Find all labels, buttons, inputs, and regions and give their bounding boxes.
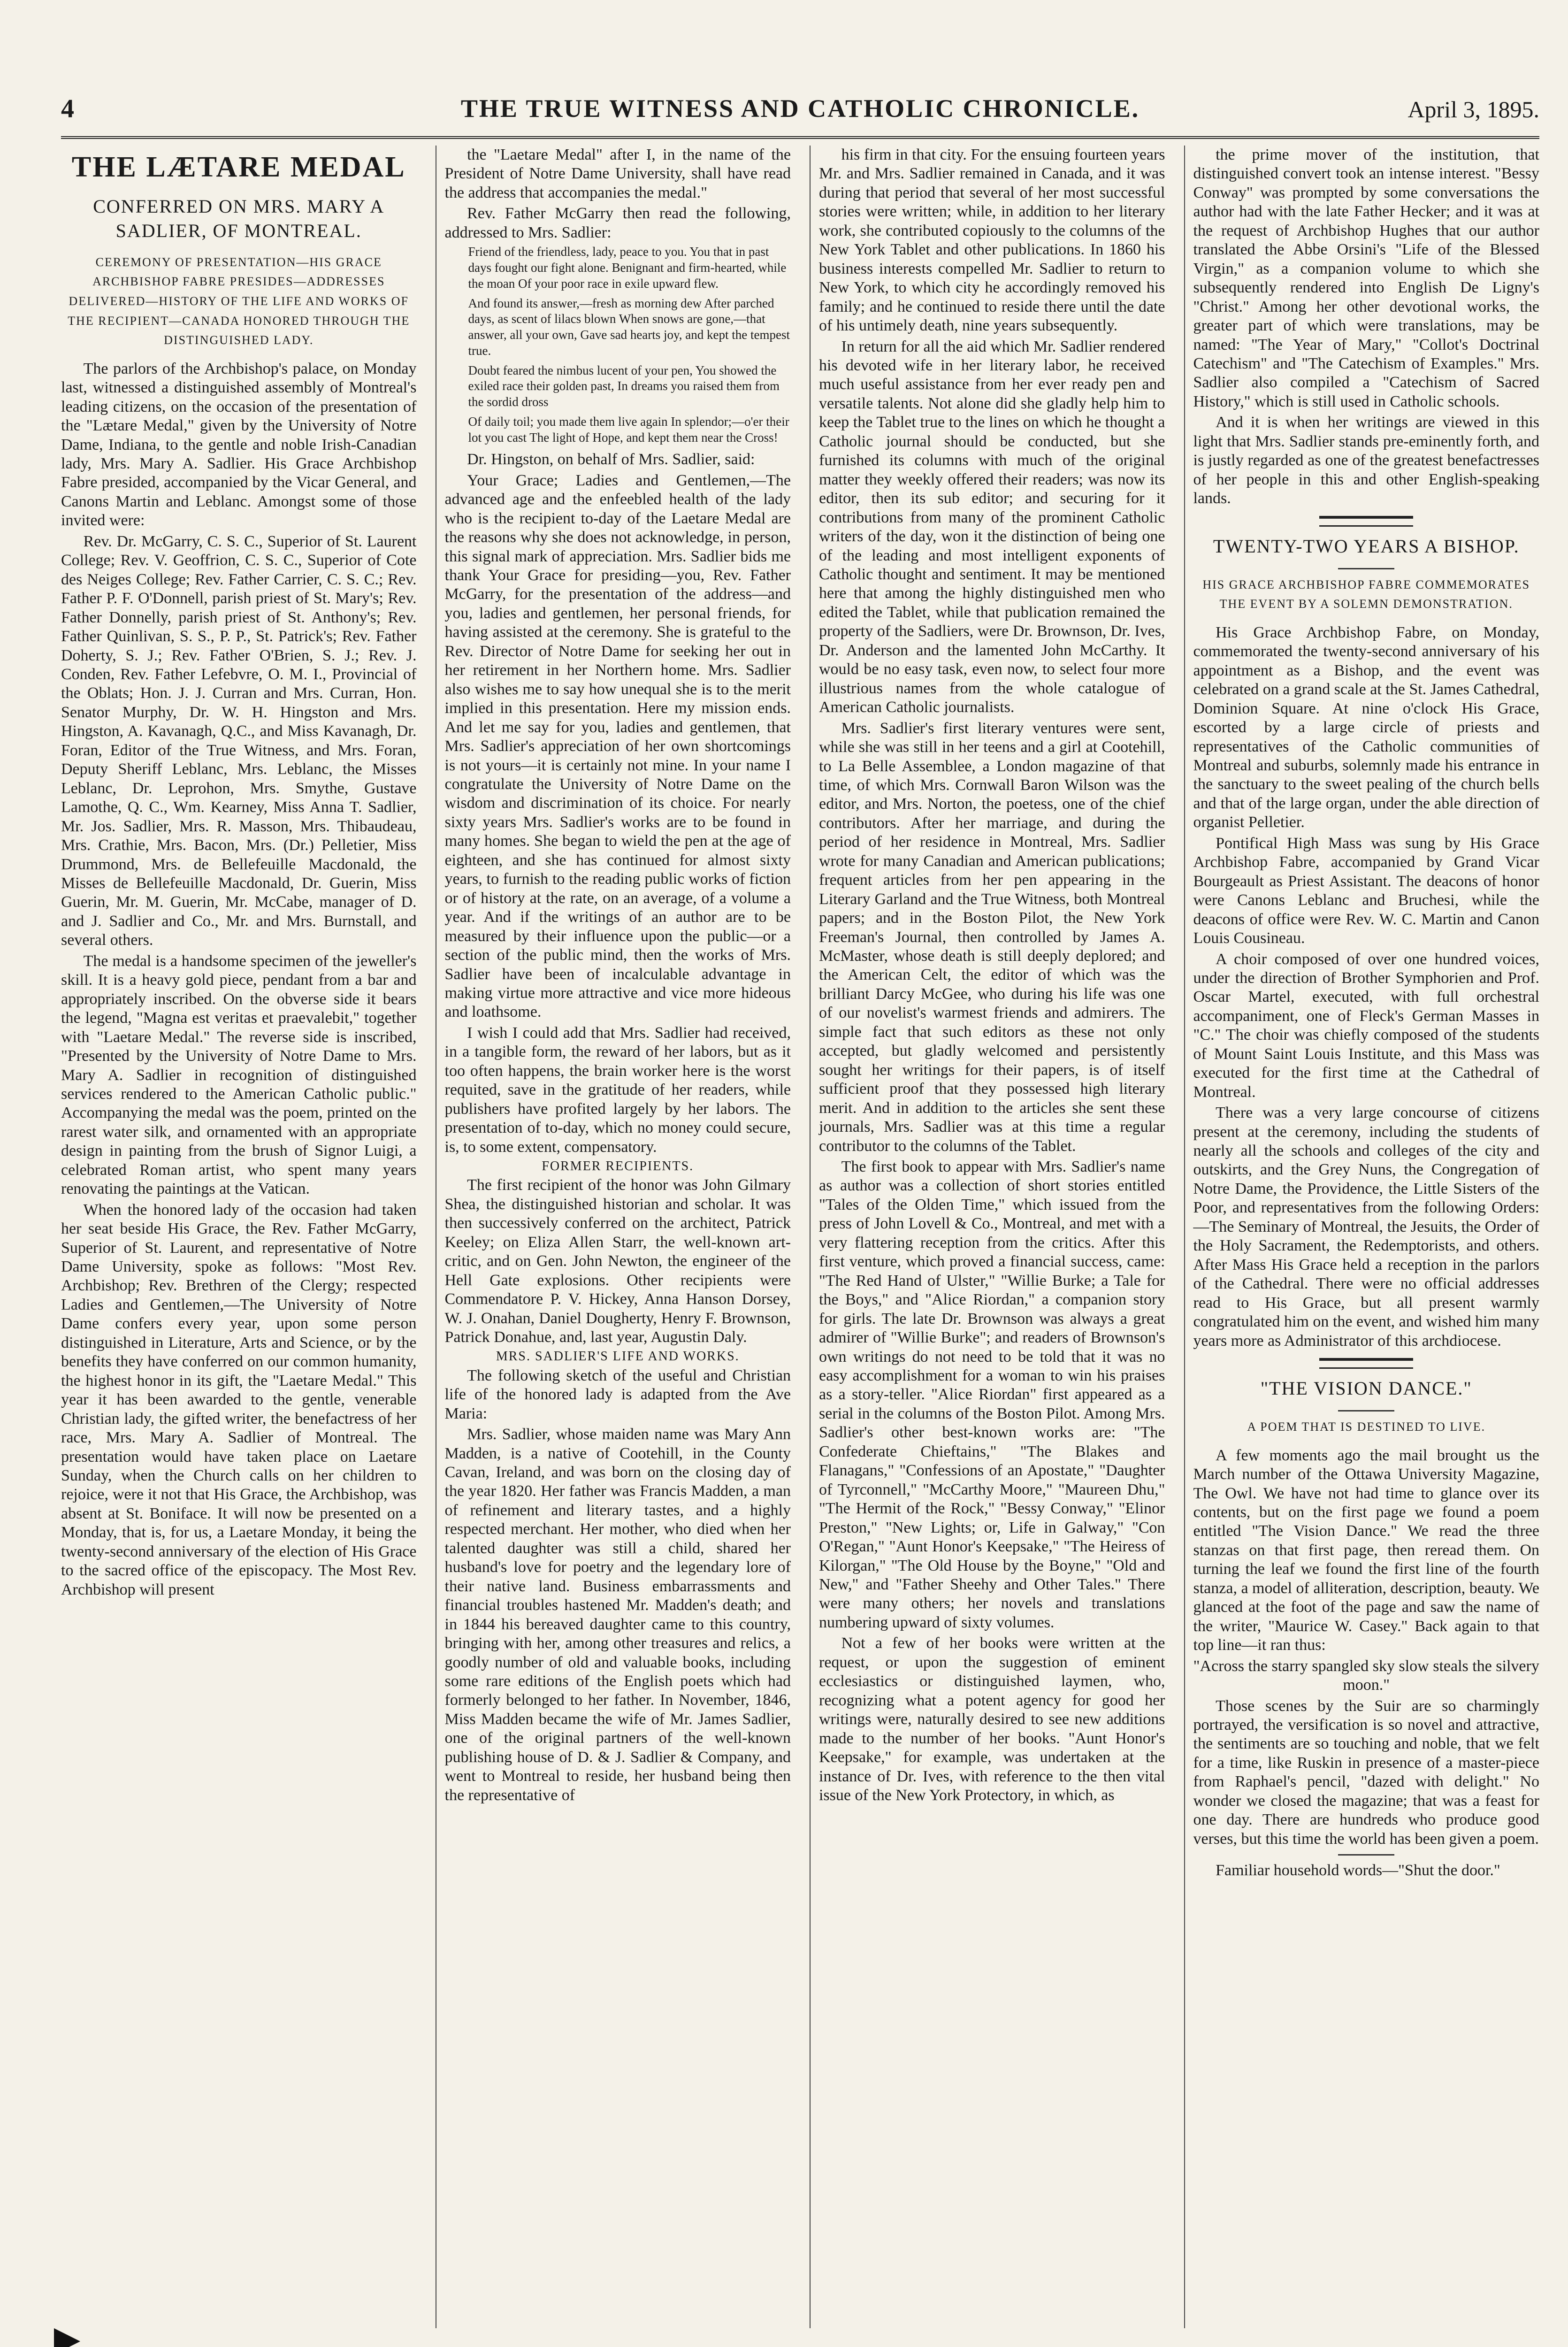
paragraph: Your Grace; Ladies and Gentlemen,—The advanced age and the enfeebled health of the lady who is the recipient to-day of the Laetare Medal are the reasons why she does not acknowledge, in person, this signal mark of appreciation. Mrs. Sadlier bids me thank Your Grace for presiding—you, Rev. Father McGarry, for the presentation of the address—and you, ladies and gentlemen, her personal friends, for having assisted at the ceremony. She is grateful to the Rev. Director of Notre Dame for seeking her out in her retirement in her Northern home. Mrs. Sadlier also wishes me to say how unequal she is to the merit implied in this presentation. Here my mission ends. And let me say for you, ladies and gentlemen, that Mrs. Sadlier's appreciation of her own shortcomings is not yours—it is certainly not mine. In your name I congratulate the University of Notre Dame on the wisdom and discrimination of its choice. For nearly sixty years Mrs. Sadlier's works are to be found in many homes. She began to wield the pen at the age of eighteen, and she has continued for almost sixty years, to furnish to the reading public works of fiction or of history at the rate, on an average, of a volume a year. And if the writings of an author are to be measured by their influence upon the public—or a section of the public mind, then the works of Mrs. Sadlier have been of incalculable advantage in making virtue more attractive and vice more hideous and loathsome. — [444, 471, 791, 1021]
paragraph: And it is when her writings are viewed in this light that Mrs. Sadlier stands pre-eminently forth, and is justly regarded as one of the greatest benefactresses of her people in this and other English-speaking lands. — [1193, 414, 1539, 507]
divider-rule — [1338, 1410, 1394, 1411]
article-deck: CEREMONY OF PRESENTATION—HIS GRACE ARCHBISHOP FABRE PRESIDES—ADDRESSES DELIVERED—HISTORY OF THE LIFE AND WORKS OF THE RECIPIENT—CANADA HONORED THROUGH THE DISTINGUISHED LADY. — [68, 255, 410, 347]
paragraph: Those scenes by the Suir are so charmingly portrayed, the versification is so novel and attractive, the sentiments are so touching and noble, that we felt for a time, like Ruskin in presence of a master-piece from Raphael's pencil, "dazed with delight." No wonder we closed the magazine; that was a feast for one day. There are hundreds who produce good verses, but this time the world has been given a poem. — [1193, 1697, 1539, 1848]
paragraph: The first book to appear with Mrs. Sadlier's name as author was a collection of short stories entitled "Tales of the Olden Time," which issued from the press of John Lovell & Co., Montreal, and met with a very flattering reception from the critics. After this first venture, which proved a financial success, came: "The Red Hand of Ulster," "Willie Burke; a Tale for the Boys," and "Alice Riordan," a companion story for girls. The late Dr. Brownson was always a great admirer of "Willie Burke"; and readers of Brownson's own writings do not need to be told that it was no easy accomplishment for a woman to win his praises as a story-teller. "Alice Riordan" first appeared as a serial in the columns of the Boston Pilot. Among Mrs. Sadlier's other best-known works are: "The Confederate Chieftains," "The Blakes and Flanagans," "Confessions of an Apostate," "Daughter of Tyrconnell," "McCarthy Moore," "Maureen Dhu," "The Hermit of the Rock," "Bessy Conway," "Elinor Preston," "New Lights; or, Life in Galway," "Con O'Regan," "Aunt Honor's Keepsake," "The Heiress of Kilorgan," "The Old House by the Boyne," "Old and New," and "Father Sheehy and Other Tales." There were many others; her novels and translations numbering upward of sixty volumes. — [819, 1158, 1165, 1631]
paragraph: A choir composed of over one hundred voices, under the direction of Brother Symphorien and Prof. Oscar Martel, executed, with full orchestral accompaniment, one of Fleck's German Masses in "C." The choir was chiefly composed of the students of Mount Saint Louis Institute, and this Mass was executed for the first time at the Cathedral of Montreal. — [1193, 950, 1539, 1101]
paragraph: the "Laetare Medal" after I, in the name of the President of Notre Dame University, shall have read the address that accompanies the medal." — [444, 146, 791, 201]
paragraph: Familiar household words—"Shut the door." — [1216, 1862, 1500, 1879]
article-columns — [61, 146, 1539, 2328]
paragraph: his firm in that city. For the ensuing fourteen years Mr. and Mrs. Sadlier remained in Canada, and it was during that period that several of her most successful stories were written; while, in addition to her literary work, she contributed copiously to the columns of the New York Tablet and other publications. In 1860 his business interests compelled Mr. Sadlier to return to New York, to which city he accordingly removed his family; and he continued to reside there until the date of his untimely death, nine years subsequently. — [819, 146, 1165, 335]
divider-rule — [1338, 1854, 1394, 1856]
column-3 — [810, 146, 1165, 2328]
paragraph: Dr. Hingston, on behalf of Mrs. Sadlier, said: — [467, 451, 755, 468]
paragraph: I wish I could add that Mrs. Sadlier had received, in a tangible form, the reward of her labors, but as it too often happens, the brain worker here is the worst requited, save in the gratitude of her readers, while publishers have profited largely by her labors. The presentation of to-day, which no money could secure, is, to some extent, compensatory. — [444, 1024, 791, 1156]
masthead — [61, 94, 1539, 139]
newspaper-title: THE TRUE WITNESS AND CATHOLIC CHRONICLE. — [460, 94, 1140, 123]
paragraph: The parlors of the Archbishop's palace, on Monday last, witnessed a distinguished assembly of Montreal's leading citizens, on the occasion of the presentation of the "Lætare Medal," given by the University of Notre Dame, Indiana, to the gentle and noble Irish-Canadian lady, Mrs. Mary A. Sadlier. His Grace Archbishop Fabre presided, accompanied by the Vicar General, and Canons Martin and Leblanc. Amongst some of those invited were: — [61, 360, 417, 529]
paragraph: In return for all the aid which Mr. Sadlier rendered his devoted wife in her literary labor, he received much useful assistance from her ever ready pen and versatile talents. Not alone did she gladly help him to keep the Tablet true to the lines on which he thought a Catholic journal should be conducted, but she furnished its columns with much of the original matter they weekly offered their readers; was now its editor, then its sub editor; and securing for it contributions from many of the prominent Catholic writers of the day, won it the distinction of being one of the leading and most intelligent exponents of Catholic thought and sentiment. It may be mentioned here that among the highly distinguished men who edited the Tablet, while that publication remained the property of the Sadliers, were Dr. Brownson, Dr. Ives, Dr. Anderson and the lamented John McCarthy. It would be no easy task, even now, to select four more illustrious names from the whole catalogue of American Catholic journalists. — [819, 337, 1165, 716]
article-deck: HIS GRACE ARCHBISHOP FABRE COMMEMORATES THE EVENT BY A SOLEMN DEMONSTRATION. — [1202, 577, 1530, 611]
paragraph: The medal is a handsome specimen of the jeweller's skill. It is a heavy gold piece, pendant from a bar and appropriately inscribed. On the obverse side it bears the legend, "Magna est veritas et praevalebit," together with "Laetare Medal." The reverse side is inscribed, "Presented by the University of Notre Dame to Mrs. Mary A. Sadlier in recognition of distinguished services rendered to the American Catholic public." Accompanying the medal was the poem, printed on the rarest water silk, and ornamented with an appropriate design in painting from the brush of Signor Luigi, a celebrated Roman artist, who spent many years renovating the paintings at the Vatican. — [61, 952, 417, 1198]
divider-rule — [1338, 568, 1394, 569]
divider-rule — [1319, 1358, 1413, 1369]
column-1 — [61, 146, 417, 2328]
poem-stanza: Of daily toil; you made them live again In splendor;—o'er their lot you cast The light of Hope, and kept them near the Cross! — [468, 414, 789, 445]
poem-stanza: Doubt feared the nimbus lucent of your pen, You showed the exiled race their golden past, In dreams you raised them from the sordid dross — [468, 363, 780, 409]
paragraph: When the honored lady of the occasion had taken her seat beside His Grace, the Rev. Father McGarry, Superior of St. Laurent, and representative of Notre Dame University, spoke as follows: "Most Rev. Archbishop; Rev. Brethren of the Clergy; respected Ladies and Gentlemen,—The University of Notre Dame confers every year, upon some person distinguished in Literature, Arts and Science, or by the benefits they have conferred on our common humanity, the highest honor in its gift, the "Laetare Medal." This year it has been awarded to the gentle, venerable Christian lady, the gifted writer, the benefactress of her race, Mrs. Mary A. Sadlier of Montreal. The presentation would have taken place on Laetare Sunday, when the Church calls on her children to rejoice, were it not that His Grace, the Archbishop, was absent at St. Boniface. It will now be presented on a Monday, that is, for us, a Laetare Monday, it being the twenty-second anniversary of the election of His Grace to the sacred office of the episcopacy. The Most Rev. Archbishop will present — [61, 1201, 417, 1598]
paragraph: Not a few of her books were written at the request, or upon the suggestion of eminent ecclesiastics or distinguished laymen, who, recognizing what a potent agency for good her writings were, naturally desired to see new additions made to the number of her books. "Aunt Honor's Keepsake," for example, was undertaken at the instance of Dr. Ives, with reference to the then vital issue of the New York Protectory, in which, as — [819, 1634, 1165, 1804]
headline-laetare-medal: THE LÆTARE MEDAL — [71, 151, 406, 183]
poem-stanza: And found its answer,—fresh as morning dew After parched days, as scent of lilacs blown When snows are gone,—that answer, all your own, Gave sad hearts joy, and kept the tempest true. — [468, 296, 790, 358]
paragraph: Rev. Dr. McGarry, C. S. C., Superior of St. Laurent College; Rev. V. Geoffrion, C. S. C., Superior of Cote des Neiges College; Rev. Father Carrier, C. S. C.; Rev. Father P. F. O'Donnell, parish priest of St. Mary's; Rev. Father Donnelly, parish priest of St. Anthony's; Rev. Father Quinlivan, S. S., P. P., St. Patrick's; Rev. Father Doherty, S. J.; Rev. Father O'Brien, S. J.; Rev. J. Conden, Rev. Father Lefebvre, O. M. I., Provincial of the Oblats; Hon. J. J. Curran and Mrs. Curran, Hon. Senator Murphy, Dr. W. H. Hingston and Mrs. Hingston, A. Kavanagh, Q.C., and Miss Kavanagh, Dr. Foran, Editor of the True Witness, and Mrs. Foran, Deputy Sheriff Leblanc, Mrs. Leblanc, the Misses Leblanc, Dr. Leprohon, Mrs. Smythe, Gustave Lamothe, Q. C., Wm. Kearney, Miss Anna T. Sadlier, Mr. Jos. Sadlier, Mrs. R. Masson, Mrs. Thibaudeau, Mrs. Crathie, Mrs. Bacon, Mrs. (Dr.) Pelletier, Miss Drummond, Mrs. de Bellefeuille Macdonald, the Misses de Bellefeuille Macdonald, Dr. Guerin, Miss Guerin, Mr. M. Guerin, Mr. McCabe, manager of D. and J. Sadlier and Co., Mr. and Mrs. Burnstall, and several others. — [61, 532, 417, 949]
paragraph: His Grace Archbishop Fabre, on Monday, commemorated the twenty-second anniversary of his appointment as a Bishop, and the event was celebrated on a grand scale at the St. James Cathedral, Dominion Square. At nine o'clock His Grace, escorted by a large circle of priests and representatives of the Catholic communities of Montreal and suburbs, solemnly made his entrance in the sanctuary to the sweet pealing of the church bells and that of the large organ, under the able direction of organist Pelletier. — [1193, 623, 1539, 831]
paragraph: Mrs. Sadlier, whose maiden name was Mary Ann Madden, is a native of Cootehill, in the County Cavan, Ireland, and was born on the closing day of the year 1820. Her father was Francis Madden, a man of refinement and literary tastes, and a highly respected merchant. Her mother, who died when her talented daughter was still a child, shared her husband's love for poetry and the legendary lore of their native land. Business embarrassments and financial troubles hastened Mr. Madden's death; and in 1844 his bereaved daughter came to this country, bringing with her, among other treasures and relics, a goodly number of old and valuable books, including some rare editions of the English poets which had formerly belonged to her father. In November, 1846, Miss Madden became the wife of Mr. James Sadlier, one of the original partners of the well-known publishing house of D. & J. Sadlier & Company, and went to Montreal to reside, her husband being then the representative of — [444, 1426, 791, 1804]
paragraph: There was a very large concourse of citizens present at the ceremony, including the students of nearly all the schools and colleges of the city and outskirts, and the Grey Nuns, the Congregation of Notre Dame, the Providence, the Little Sisters of the Poor, and representatives from the following Orders:—The Seminary of Montreal, the Jesuits, the Order of the Holy Sacrament, the Redemptorists, and others. After Mass His Grace held a reception in the parlors of the Cathedral. There were no official addresses read to His Grace, but all present warmly congratulated him on the event, and wished him many years more as Administrator of this archdiocese. — [1193, 1104, 1539, 1350]
article-deck: A POEM THAT IS DESTINED TO LIVE. — [1247, 1420, 1486, 1434]
column-4 — [1184, 146, 1540, 2328]
quoted-line: "Across the starry spangled sky slow steals the silvery moon." — [1193, 1657, 1539, 1694]
pointer-arrow-icon — [54, 2328, 80, 2347]
section-heading: MRS. SADLIER'S LIFE AND WORKS. — [496, 1349, 740, 1364]
paragraph: Mrs. Sadlier's first literary ventures were sent, while she was still in her teens and a girl at Cootehill, to La Belle Assemblee, a London magazine of that time, of which Mrs. Cornwall Baron Wilson was the editor, and Mrs. Norton, the poetess, one of the chief contributors. After her marriage, and during the period of her residence in Montreal, Mrs. Sadlier wrote for many Canadian and American publications; frequent articles from her pen appearing in the Literary Garland and the True Witness, both Montreal papers; and in the Boston Pilot, the New York Freeman's Journal, then controlled by James A. McMaster, whose death is still deeply deplored; and the American Celt, the editor of which was the brilliant Darcy McGee, who during his life was one of our novelist's warmest friends and admirers. The simple fact that such editors as these not only accepted, but gladly welcomed and persistently sought her writings for their papers, is of itself sufficient proof that they possessed high literary merit. And in addition to the articles she sent these journals, Mrs. Sadlier was at this time a regular contributor to the columns of the Tablet. — [819, 719, 1165, 1155]
headline-bishop: TWENTY-TWO YEARS A BISHOP. — [1213, 535, 1520, 557]
headline-vision-dance: "THE VISION DANCE." — [1260, 1378, 1472, 1399]
paragraph: The following sketch of the useful and Christian life of the honored lady is adapted from the Ave Maria: — [444, 1366, 791, 1422]
paragraph: Pontifical High Mass was sung by His Grace Archbishop Fabre, accompanied by Grand Vicar Bourgeault as Priest Assistant. The deacons of honor were Canons Leblanc and Bruchesi, while the deacons of office were Rev. W. C. Martin and Canon Louis Cousineau. — [1193, 834, 1539, 947]
page-number: 4 — [61, 94, 74, 123]
paragraph: Rev. Father McGarry then read the following, addressed to Mrs. Sadlier: — [444, 205, 791, 241]
paragraph: The first recipient of the honor was John Gilmary Shea, the distinguished historian and scholar. It was then successively conferred on the architect, Patrick Keeley; on Eliza Allen Starr, the well-known art-critic, and on Gen. John Newton, the engineer of the Hell Gate explosions. Other recipients were Commendatore P. V. Hickey, Anna Hanson Dorsey, W. J. Onahan, Daniel Dougherty, Henry F. Brownson, Patrick Donahue, and, last year, Augustin Daly. — [444, 1176, 791, 1346]
column-2 — [436, 146, 791, 2328]
poem — [468, 244, 791, 445]
poem-stanza: Friend of the friendless, lady, peace to you. You that in past days fought our fight alone. Benignant and firm-hearted, while the moan Of your poor race in exile upward flew. — [468, 245, 787, 291]
divider-rule — [1319, 516, 1413, 527]
paragraph: A few moments ago the mail brought us the March number of the Ottawa University Magazine, The Owl. We have not had time to glance over its contents, but on the first page we found a poem entitled "The Vision Dance." We read the three stanzas on that first page, then reread them. On turning the leaf we found the first line of the fourth stanza, a model of alliteration, description, beauty. We glanced at the foot of the page and saw the name of the writer, "Maurice W. Casey." Back again to that top line—it ran thus: — [1193, 1446, 1539, 1654]
subheadline: CONFERRED ON MRS. MARY A SADLIER, OF MONTREAL. — [93, 195, 385, 241]
issue-date: April 3, 1895. — [1407, 96, 1539, 123]
section-heading: FORMER RECIPIENTS. — [542, 1159, 694, 1174]
paragraph: the prime mover of the institution, that distinguished convert took an intense interest. "Bessy Conway" was prompted by some conversations the author had with the late Father Hecker; and it was at the request of Archbishop Hughes that our author translated the Abbe Orsini's "Life of the Blessed Virgin," as a companion volume to which she subsequently rendered into English De Ligny's "Christ." Among her other devotional works, the greater part of which were translations, may be named: "The Year of Mary," "Collot's Doctrinal Catechism" and "The Catechism of Examples." Mrs. Sadlier also compiled a "Catechism of Sacred History," which is still used in Catholic schools. — [1193, 146, 1539, 410]
